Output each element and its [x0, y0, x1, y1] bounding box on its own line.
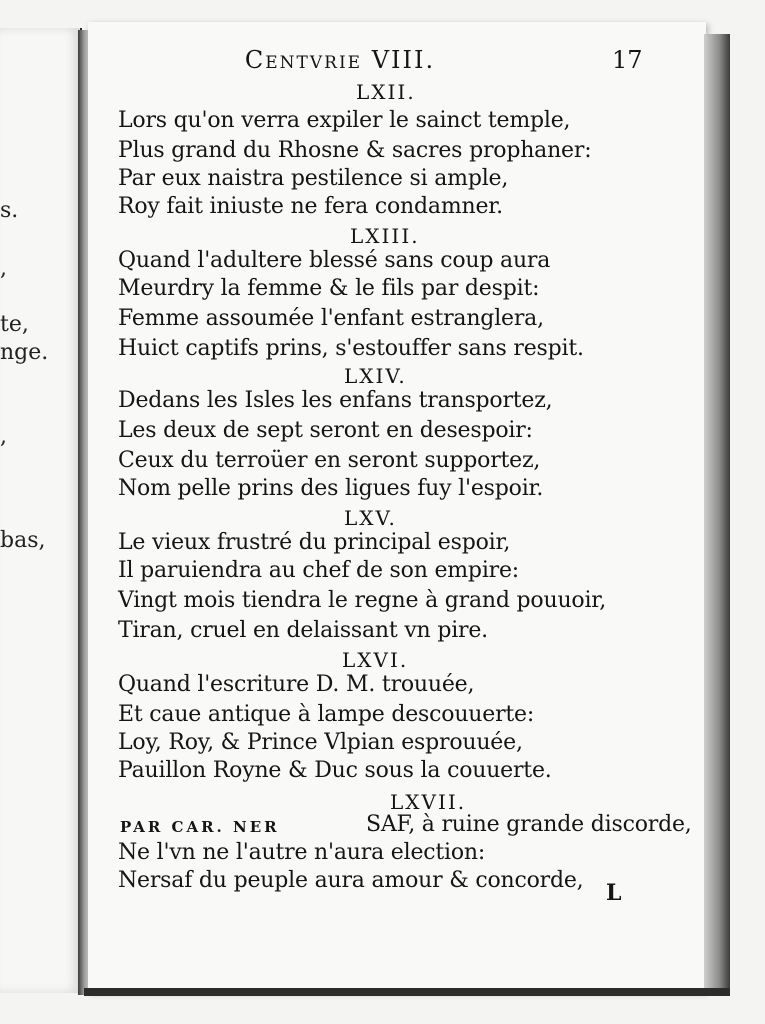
verse-line: Plus grand du Rhosne & sacres prophaner: [118, 138, 592, 163]
verse-line: Pauillon Royne & Duc sous la couuerte. [118, 758, 552, 783]
left-fragment: , [0, 256, 7, 281]
verse-line: Dedans les Isles les enfans transportez, [118, 388, 553, 413]
verse-line: Tiran, cruel en delaissant vn pire. [118, 618, 488, 643]
verse-line: Roy fait iniuste ne fera condamner. [118, 194, 503, 219]
verse-line: Les deux de sept seront en desespoir: [118, 418, 533, 443]
verse-line: Il paruiendra au chef de son empire: [118, 558, 520, 583]
quatrain-numeral: LXVII. [390, 790, 467, 814]
quatrain-numeral: LXII. [356, 80, 416, 104]
verse-line: Loy, Roy, & Prince Vlpian esprouuée, [118, 730, 523, 755]
verse-line: Et caue antique à lampe descouuerte: [118, 702, 535, 727]
verse-line: Lors qu'on verra expiler le sainct temple, [118, 108, 571, 133]
left-page [0, 28, 82, 993]
left-fragment: s. [0, 198, 19, 223]
left-fragment: te, [0, 312, 29, 337]
verse-line: Par eux naistra pestilence si ample, [118, 166, 509, 191]
quatrain-numeral: LXIII. [350, 224, 420, 248]
left-fragment: , [0, 424, 7, 449]
quatrain-caption: PAR CAR. NER [120, 818, 280, 836]
verse-line: Quand l'escriture D. M. trouuée, [118, 672, 475, 697]
left-fragment: nge. [0, 340, 49, 365]
running-title: Centvrie VIII. [244, 46, 436, 74]
verse-line: Meurdry la femme & le fils par despit: [118, 276, 540, 301]
left-fragment: bas, [0, 528, 46, 553]
verse-line: Quand l'adultere blessé sans coup aura [118, 248, 551, 273]
quatrain-numeral: LXVI. [342, 648, 409, 672]
verse-line: SAF, à ruine grande discorde, [366, 812, 692, 837]
verse-line: Ne l'vn ne l'autre n'aura election: [118, 840, 486, 865]
verse-line: Nom pelle prins des ligues fuy l'espoir. [118, 476, 544, 501]
verse-line: Femme assoumée l'enfant estranglera, [118, 306, 544, 331]
catchword: L [606, 880, 622, 906]
quatrain-numeral: LXV. [344, 506, 397, 530]
verse-line: Le vieux frustré du principal espoir, [118, 530, 511, 555]
verse-line: Huict captifs prins, s'estouffer sans respit. [118, 336, 584, 361]
verse-line: Vingt mois tiendra le regne à grand pouuoir, [118, 588, 606, 613]
page-edge [704, 34, 730, 994]
verse-line: Ceux du terroüer en seront supportez, [118, 448, 541, 473]
verse-line: Nersaf du peuple aura amour & concorde, [118, 868, 584, 893]
quatrain-numeral: LXIV. [344, 364, 407, 388]
page-number: 17 [612, 46, 643, 74]
page-bottom-edge [84, 988, 730, 996]
